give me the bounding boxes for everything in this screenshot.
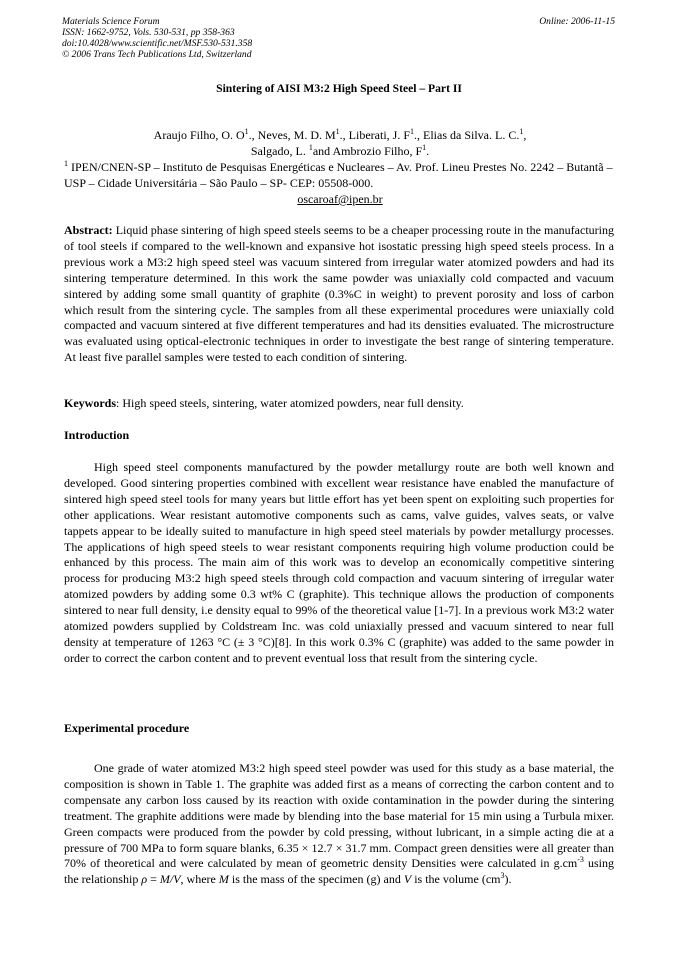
body-text: is the volume (cm: [411, 872, 501, 887]
introduction-heading: [64, 428, 614, 444]
author-punct: .: [426, 144, 430, 158]
body-text: is the mass of the specimen (g) and: [228, 872, 404, 887]
author-name: Araujo Filho, O. O: [153, 128, 245, 142]
affil-mark: 1: [519, 127, 524, 136]
variable: V: [403, 872, 412, 887]
formula: M/V: [159, 872, 181, 887]
journal-info: [62, 16, 252, 60]
copyright-line: © 2006 Trans Tech Publications Ltd, Switzerland: [62, 49, 252, 60]
section-heading: Introduction: [64, 428, 130, 442]
issn-line: ISSN: 1662-9752, Vols. 530-531, pp 358-363: [62, 27, 235, 38]
author-name: ., Liberati, J. F: [339, 128, 410, 142]
affil-mark: 1: [422, 143, 427, 152]
email-link[interactable]: oscaroaf@ipen.br: [297, 192, 383, 206]
keywords-text: : High speed steels, sintering, water atomized powders, near full density.: [116, 396, 464, 410]
superscript: -3: [577, 855, 584, 865]
superscript: 3: [500, 871, 505, 881]
email-line: [64, 191, 616, 207]
equals-sign: =: [147, 872, 160, 887]
introduction-paragraph: High speed steel components manufactured by the powder metallurgy route are both well known and developed. Good sintering properties combined with excellent wear resistance have enabled the manufacture of sintered high speed steel tools for many years but little effort has yet been spent on exploiting such properties for other applications. Wear resistant automotive components such as cams, valve guides, valves seats, or valve tappets appear to be ideally suited to manufacture in high speed steel materials by powder metallurgy processes. The applications of high speed steels to wear resistant components requiring high volume production could be enhanced by this process. The main aim of this work was to develop an economically competitive sintering process for producing M3:2 high speed steels through cold compaction and vacuum sintering of irregular water atomized powders by adding some 0.3 wt% C (graphite). This technique allows the production of components sintered to near full density, i.e density equal to 99% of the theoretical value [1-7]. In a previous work M3:2 water atomized powders supplied by Coldstream Inc. was cold uniaxially pressed and vacuum sintered to near full density at temperature of 1263 °C (± 3 °C)[8]. In this work 0.3% C (graphite) was added to the same powder in order to correct the carbon content and to prevent eventual loss that result from the sintering cycle.: [64, 460, 614, 665]
author-line-1: [60, 127, 620, 143]
abstract-label: Abstract:: [64, 223, 113, 237]
affil-mark: 1: [244, 127, 249, 136]
affiliation-address: [64, 159, 616, 191]
doi-line: doi:10.4028/www.scientific.net/MSF.530-531.358: [62, 38, 253, 49]
body-text: One grade of water atomized M3:2 high speed steel powder was used for this study as a base material, the composition is shown in Table 1. The graphite was added first as a means of correcting the carbon content and to compensate any carbon loss caused by its reaction with oxide contamination in the powder during the sintering treatment. The graphite additions were made by blending into the base material for 15 min using a Turbula mixer. Green compacts were produced from the powder by cold pressing, without lubricant, in a simple acting die at a pressure of 700 MPa to form square blanks, 6.35 × 12.7 × 31.7 mm. Compact green densities were all greater than 70% of theoretical and were calculated by mean of geometric density Densities were calculated in g.cm: [64, 761, 614, 871]
keywords-label: Keywords: [64, 396, 116, 410]
rho-symbol: ρ: [141, 872, 148, 887]
affiliation-text: IPEN/CNEN-SP – Instituto de Pesquisas Energéticas e Nucleares – Av. Prof. Lineu Prestes No. 2242 – Butantã – USP – Cidade Universitária – São Paulo – SP- CEP: 05508-000.: [64, 160, 613, 190]
author-name: Salgado, L.: [250, 144, 309, 158]
author-name: ., Neves, M. D. M: [248, 128, 336, 142]
experimental-paragraph: [64, 761, 614, 888]
affil-mark: 1: [308, 143, 313, 152]
abstract-text: Liquid phase sintering of high speed steels seems to be a cheaper processing route in the manufacturing of tool steels if compared to the well-known and expansive hot isostatic pressing high speed steels process. In a previous work a M3:2 high speed steel was vacuum sintered from irregular water atomized powders and had its sintering temperature determined. In this work the same powder was uniaxially cold compacted and vacuum sintered by adding some small quantity of graphite (0.3%C in weight) to prevent porosity and loss of carbon which result from the sintering cycle. The samples from all these experimental procedures were uniaxially cold compacted and vacuum sintered at five different temperatures and had its densities evaluated. The microstructure was evaluated using optical-electronic techniques in order to investigate the best range of sintering temperature. At least five parallel samples were tested to each condition of sintering.: [64, 223, 614, 365]
author-name: and Ambrozio Filho, F: [312, 144, 423, 158]
keywords: [64, 396, 614, 412]
affil-mark: 1: [335, 127, 340, 136]
affil-mark: 1: [64, 159, 68, 168]
affil-mark: 1: [410, 127, 414, 136]
body-text: using the relationship: [64, 856, 614, 887]
variable: M: [218, 872, 229, 887]
paper-title: Sintering of AISI M3:2 High Speed Steel – Part II: [216, 82, 462, 95]
body-text: , where: [180, 872, 219, 887]
abstract: [64, 223, 614, 366]
author-line-2: [60, 143, 620, 159]
author-name: ., Elias da Silva. L. C.: [414, 128, 520, 142]
online-date: Online: 2006-11-15: [539, 16, 615, 27]
experimental-heading: [64, 721, 614, 737]
journal-name: Materials Science Forum: [62, 16, 160, 27]
affiliation: [64, 159, 616, 207]
body-text: ).: [504, 872, 512, 887]
author-list: [60, 127, 620, 159]
section-heading: Experimental procedure: [64, 721, 190, 735]
author-separator: ,: [523, 128, 527, 142]
